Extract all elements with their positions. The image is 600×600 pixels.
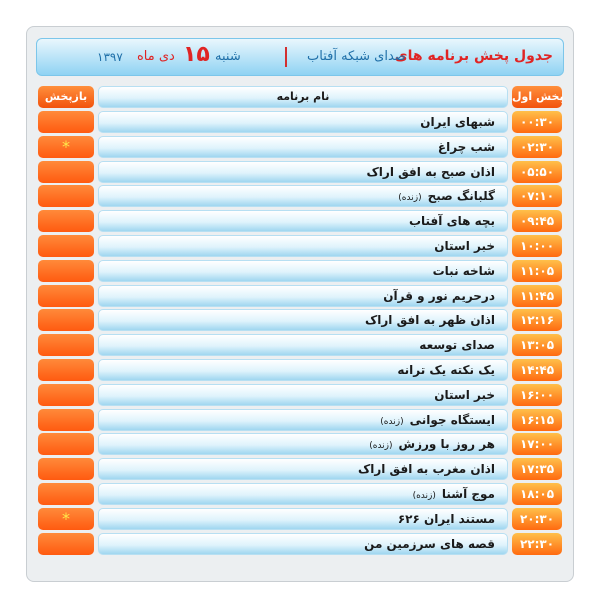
program-name: صدای توسعه bbox=[419, 338, 495, 353]
program-name-cell bbox=[98, 285, 508, 307]
table-row bbox=[38, 285, 562, 307]
rerun-cell bbox=[38, 210, 94, 232]
rerun-cell bbox=[38, 508, 94, 530]
table-row bbox=[38, 111, 562, 133]
program-time: ۰۹:۴۵ bbox=[512, 210, 562, 232]
program-time: ۱۶:۰۰ bbox=[512, 384, 562, 406]
program-name: اذان ظهر به افق اراک bbox=[364, 313, 495, 328]
program-name-cell bbox=[98, 136, 508, 158]
table-row bbox=[38, 136, 562, 158]
program-time: ۱۰:۰۰ bbox=[512, 235, 562, 257]
rerun-cell bbox=[38, 285, 94, 307]
program-name: موج آشنا bbox=[441, 487, 495, 501]
rerun-cell bbox=[38, 309, 94, 331]
month-label: دی ماه bbox=[137, 49, 175, 64]
program-name-cell bbox=[98, 161, 508, 183]
program-time: ۱۷:۳۵ bbox=[512, 458, 562, 480]
schedule-title: جدول پخش برنامه های bbox=[394, 48, 553, 64]
program-name: ایستگاه جوانی bbox=[409, 412, 495, 427]
program-name-cell bbox=[98, 235, 508, 257]
program-time: ۱۳:۰۵ bbox=[512, 334, 562, 356]
rerun-cell bbox=[38, 483, 94, 505]
rerun-cell bbox=[38, 235, 94, 257]
column-header-name: نام برنامه bbox=[98, 86, 508, 108]
rerun-star-icon: * bbox=[62, 508, 70, 528]
rerun-cell bbox=[38, 533, 94, 555]
program-name: شبهای ایران bbox=[420, 115, 495, 129]
rerun-cell bbox=[38, 409, 94, 431]
year-label: ۱۳۹۷ bbox=[97, 50, 123, 64]
column-header-rerun: بازپخش bbox=[38, 86, 94, 108]
rerun-cell bbox=[38, 260, 94, 282]
table-row bbox=[38, 359, 562, 381]
live-badge: (زنده) bbox=[369, 441, 393, 452]
program-time: ۱۴:۴۵ bbox=[512, 359, 562, 381]
table-row bbox=[38, 508, 562, 530]
table-row bbox=[38, 210, 562, 232]
rerun-cell bbox=[38, 161, 94, 183]
live-badge: (زنده) bbox=[412, 491, 436, 501]
program-name: هر روز با ورزش bbox=[398, 437, 495, 452]
rerun-cell bbox=[38, 136, 94, 158]
program-name-cell bbox=[98, 210, 508, 232]
table-row bbox=[38, 185, 562, 207]
weekday-label: شنبه bbox=[215, 49, 241, 64]
table-row bbox=[38, 433, 562, 455]
table-row bbox=[38, 235, 562, 257]
table-row bbox=[38, 483, 562, 505]
program-name: قصه های سرزمین من bbox=[364, 536, 495, 551]
table-row bbox=[38, 334, 562, 356]
column-header-row bbox=[38, 86, 562, 108]
program-time: ۱۱:۰۵ bbox=[512, 260, 562, 282]
program-time: ۰۲:۳۰ bbox=[512, 136, 562, 158]
rerun-cell bbox=[38, 384, 94, 406]
program-time: ۱۷:۰۰ bbox=[512, 433, 562, 455]
program-name-cell bbox=[98, 508, 508, 530]
program-name-cell bbox=[98, 111, 508, 133]
program-name: شب چراغ bbox=[437, 139, 495, 154]
program-name: خبر استان bbox=[434, 239, 495, 253]
program-name-cell bbox=[98, 185, 508, 207]
channel-name: صدای شبکه آفتاب bbox=[307, 49, 406, 64]
table-row bbox=[38, 409, 562, 431]
table-row bbox=[38, 384, 562, 406]
program-name: گلبانگ صبح bbox=[427, 189, 495, 204]
live-badge: (زنده) bbox=[398, 193, 422, 204]
program-name: درحریم نور و قرآن bbox=[383, 288, 495, 303]
program-time: ۰۷:۱۰ bbox=[512, 185, 562, 207]
program-name-cell bbox=[98, 359, 508, 381]
program-name-cell bbox=[98, 260, 508, 282]
live-badge: (زنده) bbox=[380, 416, 404, 427]
program-name-cell bbox=[98, 309, 508, 331]
program-time: ۰۰:۳۰ bbox=[512, 111, 562, 133]
program-name: اذان صبح به افق اراک bbox=[366, 164, 495, 179]
program-time: ۱۲:۱۶ bbox=[512, 309, 562, 331]
program-name-cell bbox=[98, 458, 508, 480]
program-time: ۱۸:۰۵ bbox=[512, 483, 562, 505]
table-row bbox=[38, 260, 562, 282]
rerun-cell bbox=[38, 433, 94, 455]
program-name: اذان مغرب به افق اراک bbox=[357, 462, 495, 477]
program-name: یک نکته یک ترانه bbox=[397, 363, 495, 377]
table-row bbox=[38, 309, 562, 331]
program-name-cell bbox=[98, 433, 508, 455]
header-divider bbox=[285, 47, 287, 67]
schedule-header bbox=[36, 38, 564, 76]
program-time: ۰۵:۵۰ bbox=[512, 161, 562, 183]
program-name-cell bbox=[98, 384, 508, 406]
program-name: شاخه نبات bbox=[432, 263, 495, 278]
rerun-cell bbox=[38, 334, 94, 356]
rerun-cell bbox=[38, 359, 94, 381]
table-row bbox=[38, 161, 562, 183]
rerun-cell bbox=[38, 111, 94, 133]
program-name-cell bbox=[98, 533, 508, 555]
table-row bbox=[38, 533, 562, 555]
table-row bbox=[38, 458, 562, 480]
rerun-cell bbox=[38, 185, 94, 207]
program-name: خبر استان bbox=[434, 387, 495, 402]
program-name-cell bbox=[98, 409, 508, 431]
program-time: ۱۱:۴۵ bbox=[512, 285, 562, 307]
program-time: ۱۶:۱۵ bbox=[512, 409, 562, 431]
program-name: بچه های آفتاب bbox=[408, 214, 495, 229]
program-name: مستند ایران ۶۲۶ bbox=[397, 511, 495, 526]
program-name-cell bbox=[98, 483, 508, 505]
rerun-star-icon: * bbox=[62, 136, 70, 156]
column-header-time: پخش اول bbox=[512, 86, 562, 108]
program-name-cell bbox=[98, 334, 508, 356]
program-time: ۲۰:۳۰ bbox=[512, 508, 562, 530]
program-time: ۲۲:۳۰ bbox=[512, 533, 562, 555]
rerun-cell bbox=[38, 458, 94, 480]
day-number: ۱۵ bbox=[183, 42, 210, 67]
